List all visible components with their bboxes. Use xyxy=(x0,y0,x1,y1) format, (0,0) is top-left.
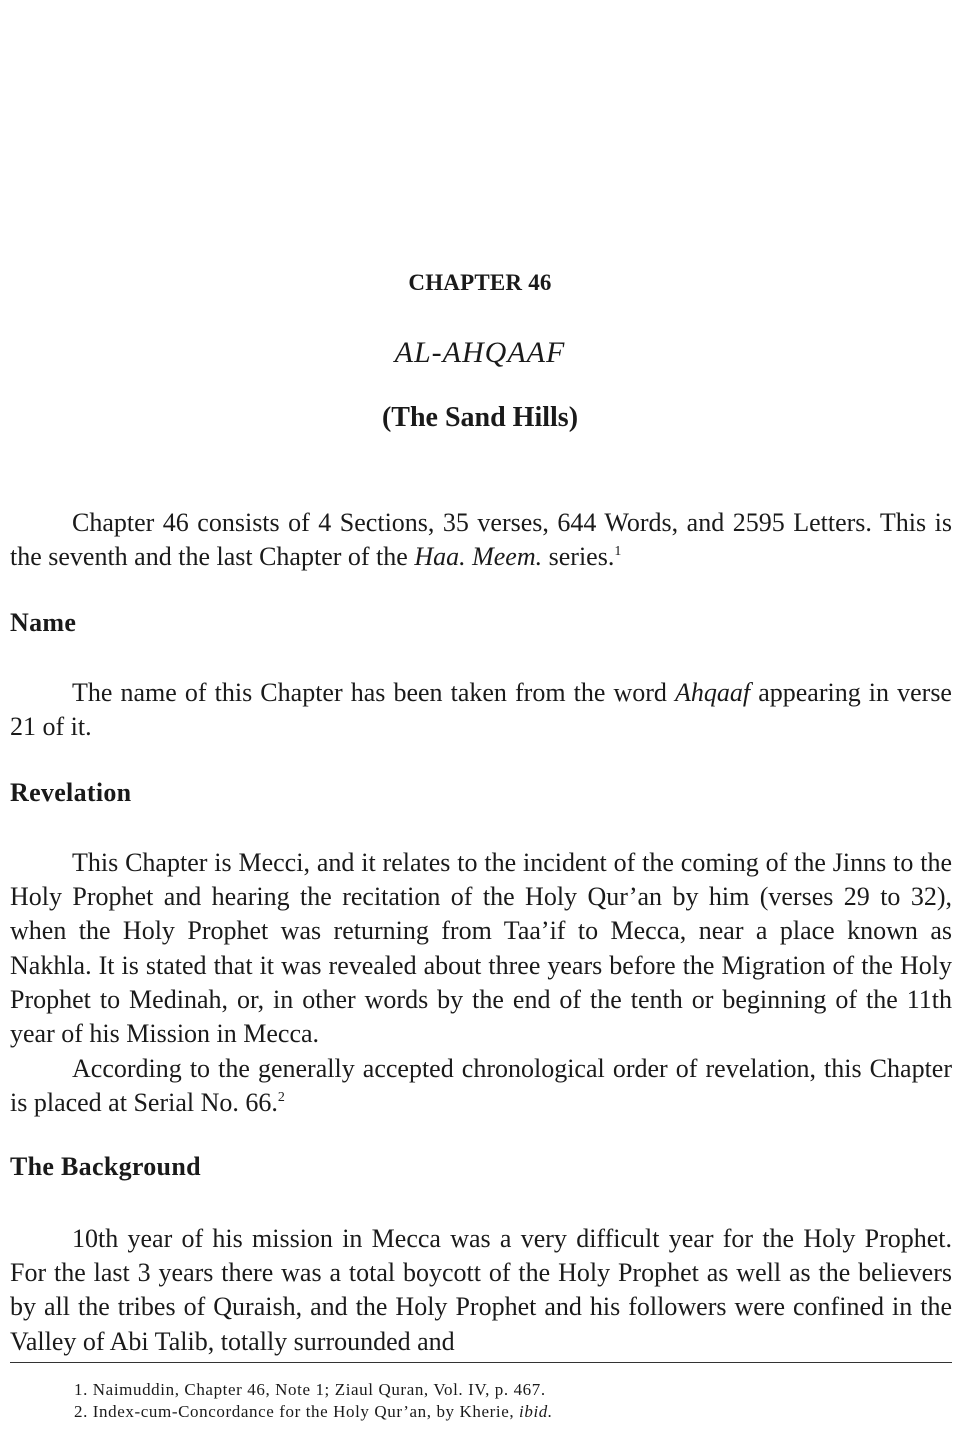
footnote-2 xyxy=(74,1402,553,1422)
revelation-text-1: This Chapter is Mecci, and it relates to the incident of the coming of the Jinns to the Holy Prophet and hearing the recitation of the Holy Qur’an by him (verses 29 to 32), when the Holy Prophet was returning from Taa’if to Mecca, near a place known as Nakhla. It is stated that it was revealed about three years before the Migration of the Holy Prophet to Medinah, or, in other words by the end of the tenth or beginning of the 11th year of his Mission in Mecca. xyxy=(10,848,952,1049)
background-paragraph xyxy=(10,1222,952,1359)
section-heading-revelation: Revelation xyxy=(10,778,132,807)
section-heading-background: The Background xyxy=(10,1152,201,1181)
chapter-subtitle: (The Sand Hills) xyxy=(381,402,579,433)
chapter-label: CHAPTER 46 xyxy=(408,270,552,295)
revelation-text-2: According to the generally accepted chronological order of revelation, this Chapter is placed at Serial No. 66. xyxy=(10,1054,952,1118)
intro-italic-series: Haa. Meem. xyxy=(414,542,543,572)
chapter-title: AL-AHQAAF xyxy=(394,336,566,369)
name-italic-word: Ahqaaf xyxy=(675,678,751,707)
footnote-2-italic: ibid. xyxy=(519,1402,553,1421)
footnote-ref-1[interactable]: 1 xyxy=(614,544,622,560)
footnote-ref-2[interactable]: 2 xyxy=(277,1090,285,1106)
name-text-end: appearing in verse 21 of it. xyxy=(10,678,952,742)
footnote-divider xyxy=(10,1362,952,1363)
revelation-paragraph-1 xyxy=(10,846,952,1051)
name-paragraph xyxy=(10,676,952,744)
intro-text: Chapter 46 consists of 4 Sections, 35 verses, 644 Words, and 2595 Letters. This is the seventh and the last Chapter of the xyxy=(10,508,952,572)
footnote-2-text: 2. Index-cum-Concordance for the Holy Qur’an, by Kherie, xyxy=(74,1402,520,1421)
name-text: The name of this Chapter has been taken from the word xyxy=(72,678,676,707)
section-heading-name: Name xyxy=(10,608,77,637)
footnote-1: 1. Naimuddin, Chapter 46, Note 1; Ziaul Quran, Vol. IV, p. 467. xyxy=(74,1380,546,1399)
intro-paragraph xyxy=(10,506,952,574)
revelation-paragraph-2 xyxy=(10,1052,952,1120)
background-text: 10th year of his mission in Mecca was a very difficult year for the Holy Prophet. For the last 3 years there was a total boycott of the Holy Prophet as well as the believers by all the tribes of Quraish, and the Holy Prophet and his followers were confined in the Valley of Abi Talib, totally surrounded and xyxy=(10,1224,952,1356)
intro-text-end: series. xyxy=(542,542,615,572)
